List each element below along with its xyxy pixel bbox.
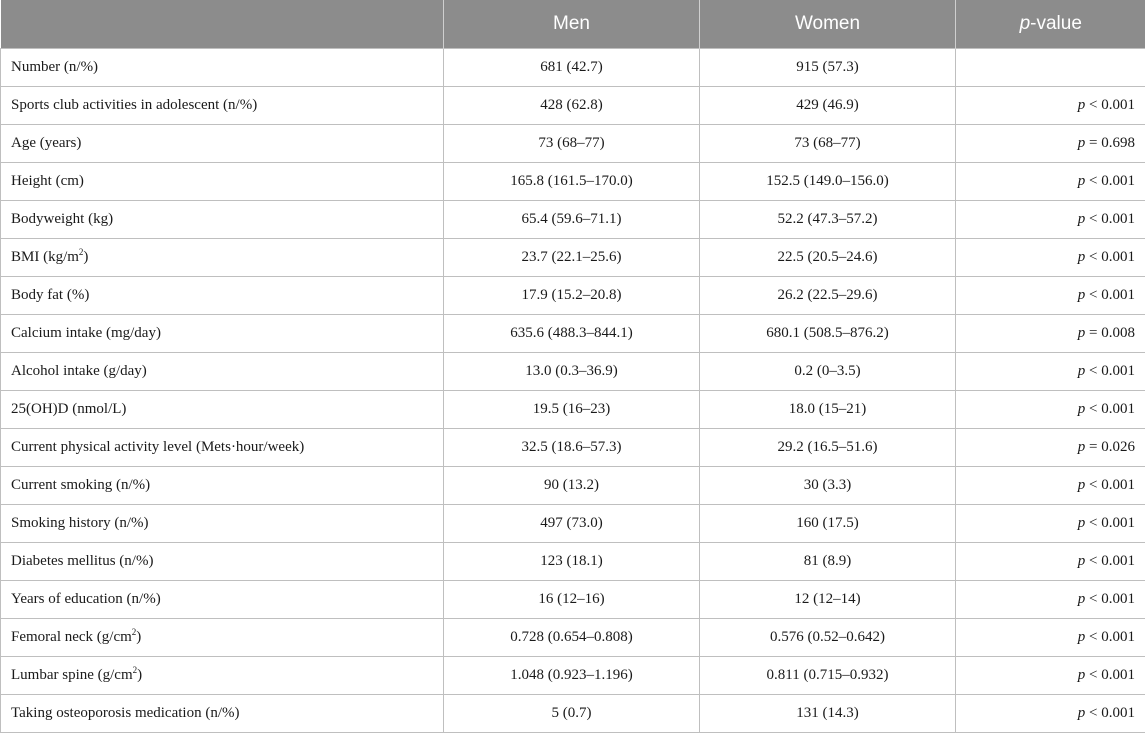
table-row [1,163,1145,201]
row-label-tail: ) [136,629,142,645]
women-value: 22.5 (20.5–24.6) [700,239,956,277]
row-label-text: BMI (kg/m [11,249,79,265]
p-value [956,543,1145,581]
p-value [956,163,1145,201]
row-label [1,391,444,429]
row-label [1,315,444,353]
p-value-text: < 0.001 [1085,287,1135,303]
p-value [956,87,1145,125]
p-symbol: p [1077,667,1086,683]
p-symbol: p [1077,515,1086,531]
p-value [956,619,1145,657]
table-row [1,391,1145,429]
table-row [1,543,1145,581]
table-row [1,353,1145,391]
p-value [956,239,1145,277]
men-value: 0.728 (0.654–0.808) [444,619,700,657]
p-value-text: < 0.001 [1085,591,1135,607]
p-symbol: p [1077,591,1086,607]
row-label [1,429,444,467]
row-label [1,695,444,733]
row-label [1,87,444,125]
p-symbol: p [1077,135,1086,151]
p-symbol: p [1077,363,1086,379]
p-symbol: p [1077,553,1086,569]
men-value: 681 (42.7) [444,49,700,87]
p-value-text: < 0.001 [1085,363,1135,379]
table-row [1,277,1145,315]
row-label-text: Taking osteoporosis medication (n/%) [11,705,240,721]
row-label-text: Sports club activities in adolescent (n/%) [11,97,258,113]
women-value: 160 (17.5) [700,505,956,543]
row-label-text: Age (years) [11,135,82,151]
row-label [1,239,444,277]
men-value: 65.4 (59.6–71.1) [444,201,700,239]
row-label-superscript: 2 [131,627,137,637]
p-value [956,125,1145,163]
p-value-text: < 0.001 [1085,705,1135,721]
row-label [1,467,444,505]
p-symbol: p [1077,439,1086,455]
women-value: 429 (46.9) [700,87,956,125]
p-symbol: p [1077,287,1086,303]
row-label-text: Diabetes mellitus (n/%) [11,553,154,569]
table-row [1,657,1145,695]
p-value-text: < 0.001 [1085,629,1135,645]
p-value [956,429,1145,467]
header-blank-cell [1,0,444,49]
men-value: 19.5 (16–23) [444,391,700,429]
men-value: 497 (73.0) [444,505,700,543]
table-row [1,581,1145,619]
p-value [956,391,1145,429]
header-p-value [956,0,1145,49]
row-label-text: 25(OH)D (nmol/L) [11,401,127,417]
row-label-tail: ) [137,667,143,683]
men-value: 123 (18.1) [444,543,700,581]
table-row [1,201,1145,239]
row-label [1,49,444,87]
men-value: 23.7 (22.1–25.6) [444,239,700,277]
p-value [956,505,1145,543]
row-label-text: Alcohol intake (g/day) [11,363,147,379]
row-label-text: Number (n/%) [11,59,99,75]
women-value: 73 (68–77) [700,125,956,163]
men-value: 165.8 (161.5–170.0) [444,163,700,201]
p-value-text: = 0.008 [1085,325,1135,341]
row-label [1,353,444,391]
table-row [1,619,1145,657]
table-body [1,49,1145,733]
table-row [1,695,1145,733]
p-value [956,49,1145,87]
men-value: 17.9 (15.2–20.8) [444,277,700,315]
men-value: 32.5 (18.6–57.3) [444,429,700,467]
men-value: 5 (0.7) [444,695,700,733]
row-label [1,581,444,619]
women-value: 18.0 (15–21) [700,391,956,429]
row-label-text: Lumbar spine (g/cm [11,667,133,683]
p-value-text: < 0.001 [1085,515,1135,531]
p-value-text: = 0.698 [1085,135,1135,151]
women-value: 30 (3.3) [700,467,956,505]
table-row [1,505,1145,543]
p-value-text: < 0.001 [1085,249,1135,265]
women-value: 680.1 (508.5–876.2) [700,315,956,353]
row-label [1,505,444,543]
women-value: 915 (57.3) [700,49,956,87]
women-value: 131 (14.3) [700,695,956,733]
p-value [956,657,1145,695]
row-label-text: Body fat (%) [11,287,90,303]
women-value: 52.2 (47.3–57.2) [700,201,956,239]
p-value [956,315,1145,353]
row-label-text: Calcium intake (mg/day) [11,325,161,341]
p-symbol: p [1077,249,1086,265]
p-symbol: p [1077,211,1086,227]
p-value-text: < 0.001 [1085,553,1135,569]
row-label-text: Bodyweight (kg) [11,211,114,227]
women-value: 0.2 (0–3.5) [700,353,956,391]
table-row [1,239,1145,277]
p-value [956,201,1145,239]
p-value-text: < 0.001 [1085,477,1135,493]
row-label-text: Femoral neck (g/cm [11,629,132,645]
women-value: 29.2 (16.5–51.6) [700,429,956,467]
row-label [1,201,444,239]
p-value [956,467,1145,505]
row-label [1,619,444,657]
row-label-superscript: 2 [78,247,84,257]
p-value-text: < 0.001 [1085,211,1135,227]
row-label-text: Years of education (n/%) [11,591,161,607]
p-symbol: p [1077,705,1086,721]
table-row [1,87,1145,125]
women-value: 0.811 (0.715–0.932) [700,657,956,695]
women-value: 26.2 (22.5–29.6) [700,277,956,315]
men-value: 1.048 (0.923–1.196) [444,657,700,695]
row-label-text: Current physical activity level (Mets·hour/week) [11,439,305,455]
header-p-symbol: p [1019,13,1031,34]
p-value [956,277,1145,315]
p-symbol: p [1077,629,1086,645]
men-value: 16 (12–16) [444,581,700,619]
table-row [1,125,1145,163]
p-value [956,695,1145,733]
p-value-text: < 0.001 [1085,97,1135,113]
table-header-row [1,0,1145,49]
men-value: 90 (13.2) [444,467,700,505]
row-label [1,163,444,201]
row-label-tail: ) [83,249,89,265]
men-value: 635.6 (488.3–844.1) [444,315,700,353]
p-value-text: < 0.001 [1085,173,1135,189]
men-value: 73 (68–77) [444,125,700,163]
row-label-superscript: 2 [132,665,138,675]
row-label [1,125,444,163]
row-label-text: Current smoking (n/%) [11,477,151,493]
row-label [1,657,444,695]
p-value [956,353,1145,391]
header-men: Men [444,0,700,49]
table-row [1,467,1145,505]
p-value-text: < 0.001 [1085,401,1135,417]
table-row [1,429,1145,467]
header-p-suffix: -value [1030,13,1082,34]
row-label-text: Height (cm) [11,173,84,189]
table-row [1,315,1145,353]
header-women: Women [700,0,956,49]
p-value [956,581,1145,619]
row-label [1,543,444,581]
men-value: 13.0 (0.3–36.9) [444,353,700,391]
p-symbol: p [1077,173,1086,189]
row-label-text: Smoking history (n/%) [11,515,149,531]
table-row [1,49,1145,87]
p-symbol: p [1077,477,1086,493]
women-value: 81 (8.9) [700,543,956,581]
p-symbol: p [1077,401,1086,417]
p-symbol: p [1077,97,1086,113]
p-value-text: < 0.001 [1085,667,1135,683]
p-value-text: = 0.026 [1085,439,1135,455]
row-label [1,277,444,315]
women-value: 152.5 (149.0–156.0) [700,163,956,201]
women-value: 0.576 (0.52–0.642) [700,619,956,657]
p-symbol: p [1077,325,1086,341]
women-value: 12 (12–14) [700,581,956,619]
men-value: 428 (62.8) [444,87,700,125]
